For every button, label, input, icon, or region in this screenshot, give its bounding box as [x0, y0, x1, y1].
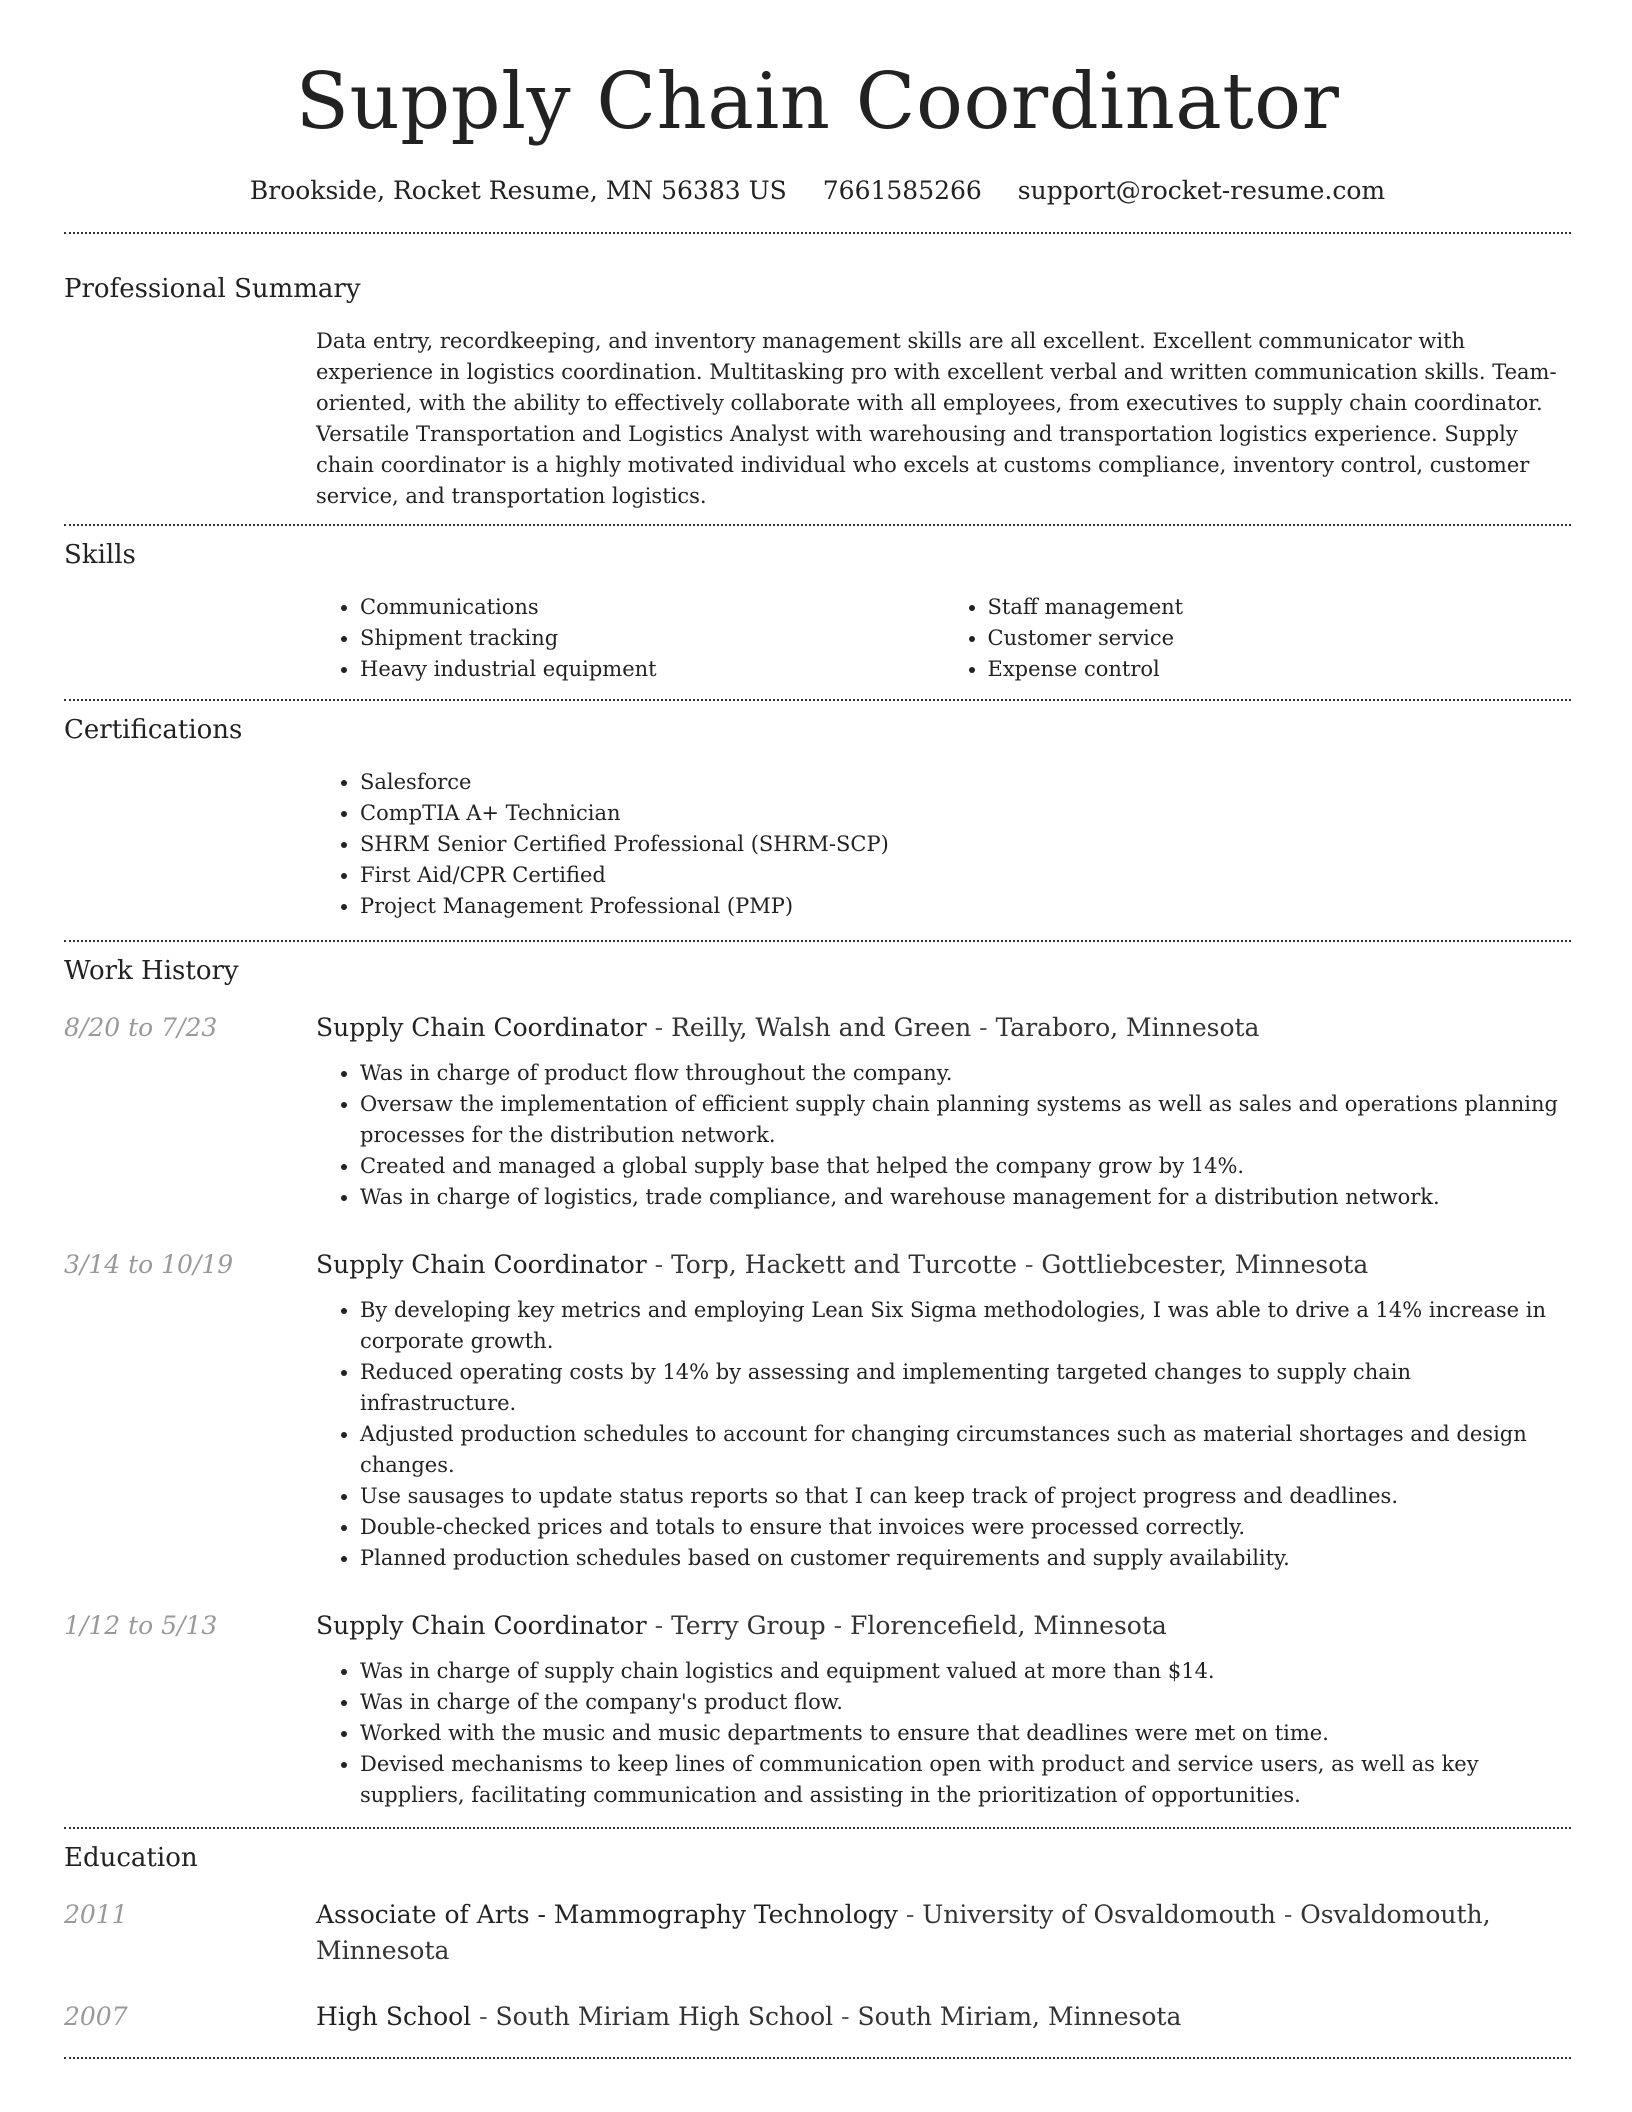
job-heading — [316, 1010, 1571, 1046]
job-entry — [64, 1247, 1571, 1574]
heading-separator: - — [825, 1611, 850, 1640]
job-bullet: • Created and managed a global supply base that helped the company grow by 14%. — [360, 1151, 1571, 1182]
heading-separator: - — [1017, 1250, 1042, 1279]
certifications-section — [64, 701, 1571, 922]
job-title: Supply Chain Coordinator — [316, 1250, 647, 1279]
education-entry — [64, 1897, 1571, 1969]
summary-text: Data entry, recordkeeping, and inventory management skills are all excellent. Excellent communicator with experience in logistics coordination. Multitasking pro with excellent verbal and written communication skills. Team-oriented, with the ability to effectively collaborate with all employees, from executives to supply chain coordinator. Versatile Transportation and Logistics Analyst with warehousing and transportation logistics experience. Supply chain coordinator is a highly motivated individual who excels at customs compliance, inventory control, customer service, and transportation logistics. — [316, 329, 1557, 508]
education-school: University of Osvaldomouth — [922, 1900, 1276, 1929]
heading-separator: - — [897, 1900, 923, 1929]
job-bullet: • Use sausages to update status reports so that I can keep track of project progress and deadlines. — [360, 1481, 1571, 1512]
education-section — [64, 1829, 1571, 2035]
certification-item: • First Aid/CPR Certified — [360, 860, 1571, 891]
heading-separator: - — [471, 2002, 496, 2031]
skill-item: • Expense control — [988, 654, 1572, 685]
job-location: Taraboro, Minnesota — [995, 1013, 1260, 1042]
contact-address: Brookside, Rocket Resume, MN 56383 US — [249, 176, 787, 205]
job-dates: 1/12 to 5/13 — [64, 1611, 218, 1640]
skill-item: • Communications — [360, 592, 944, 623]
job-bullet: • Was in charge of product flow throughout the company. — [360, 1058, 1571, 1089]
section-title-work-history: Work History — [64, 956, 239, 986]
section-title-certifications: Certifications — [64, 715, 243, 745]
job-bullet: • Was in charge of logistics, trade compliance, and warehouse management for a distribution network. — [360, 1182, 1571, 1213]
section-title-summary: Professional Summary — [64, 274, 361, 304]
job-bullet: • Oversaw the implementation of efficient supply chain planning systems as well as sales and operations planning processes for the distribution network. — [360, 1089, 1571, 1151]
job-bullet: • Adjusted production schedules to account for changing circumstances such as material shortages and design changes. — [360, 1419, 1571, 1481]
contact-line — [64, 174, 1571, 208]
skills-list-right — [944, 592, 1572, 685]
job-bullet: • By developing key metrics and employing Lean Six Sigma methodologies, I was able to drive a 14% increase in corporate growth. — [360, 1295, 1571, 1357]
certifications-list — [316, 767, 1571, 922]
section-title-skills: Skills — [64, 540, 136, 570]
job-heading — [316, 1247, 1571, 1283]
education-school: South Miriam High School — [495, 2002, 834, 2031]
education-degree: High School — [316, 2002, 472, 2031]
education-year: 2007 — [64, 2002, 128, 2031]
heading-separator: - — [971, 1013, 996, 1042]
job-heading — [316, 1608, 1571, 1644]
education-heading — [316, 1897, 1571, 1969]
job-bullet: • Was in charge of supply chain logistics and equipment valued at more than $14. — [360, 1656, 1571, 1687]
job-location: Florencefield, Minnesota — [849, 1611, 1167, 1640]
skill-item: • Heavy industrial equipment — [360, 654, 944, 685]
section-divider — [64, 2057, 1571, 2059]
skill-item: • Staff management — [988, 592, 1572, 623]
education-location: Osvaldomouth, Minnesota — [316, 1900, 1491, 1965]
education-heading — [316, 1999, 1571, 2035]
job-entry — [64, 1608, 1571, 1811]
job-bullet: • Planned production schedules based on customer requirements and supply availability. — [360, 1543, 1571, 1574]
education-location: South Miriam, Minnesota — [857, 2002, 1182, 2031]
skills-list-left — [316, 592, 944, 685]
heading-separator: - — [646, 1250, 672, 1279]
job-entry — [64, 1010, 1571, 1213]
job-bullets — [316, 1295, 1571, 1574]
work-history-section — [64, 942, 1571, 1811]
education-degree: Associate of Arts - Mammography Technology — [316, 1900, 898, 1929]
job-bullets — [316, 1656, 1571, 1811]
education-entry — [64, 1999, 1571, 2035]
contact-phone: 7661585266 — [822, 176, 982, 205]
job-location: Gottliebcester, Minnesota — [1041, 1250, 1369, 1279]
education-year: 2011 — [64, 1900, 128, 1929]
job-title: Supply Chain Coordinator — [316, 1013, 647, 1042]
job-bullets — [316, 1058, 1571, 1213]
contact-email: support@rocket-resume.com — [1017, 176, 1386, 205]
skills-section — [64, 526, 1571, 685]
certification-item: • SHRM Senior Certified Professional (SHRM-SCP) — [360, 829, 1571, 860]
job-bullet: • Double-checked prices and totals to ensure that invoices were processed correctly. — [360, 1512, 1571, 1543]
heading-separator: - — [646, 1611, 672, 1640]
heading-separator: - — [1275, 1900, 1301, 1929]
heading-separator: - — [646, 1013, 672, 1042]
heading-separator: - — [833, 2002, 858, 2031]
skill-item: • Shipment tracking — [360, 623, 944, 654]
certification-item: • Project Management Professional (PMP) — [360, 891, 1571, 922]
job-bullet: • Reduced operating costs by 14% by assessing and implementing targeted changes to supply chain infrastructure. — [360, 1357, 1571, 1419]
job-company: Torp, Hackett and Turcotte — [671, 1250, 1018, 1279]
job-title: Supply Chain Coordinator — [316, 1611, 647, 1640]
certification-item: • CompTIA A+ Technician — [360, 798, 1571, 829]
skill-item: • Customer service — [988, 623, 1572, 654]
job-bullet: • Worked with the music and music departments to ensure that deadlines were met on time. — [360, 1718, 1571, 1749]
summary-section — [64, 234, 1571, 512]
job-company: Reilly, Walsh and Green — [671, 1013, 972, 1042]
resume-page — [64, 0, 1571, 2059]
job-bullet: • Was in charge of the company's product flow. — [360, 1687, 1571, 1718]
job-dates: 3/14 to 10/19 — [64, 1250, 234, 1279]
job-company: Terry Group — [671, 1611, 826, 1640]
job-bullet: • Devised mechanisms to keep lines of communication open with product and service users, as well as key suppliers, facilitating communication and assisting in the prioritization of opportunities. — [360, 1749, 1571, 1811]
job-dates: 8/20 to 7/23 — [64, 1013, 218, 1042]
candidate-name: Supply Chain Coordinator — [295, 57, 1340, 147]
section-title-education: Education — [64, 1843, 198, 1873]
certification-item: • Salesforce — [360, 767, 1571, 798]
